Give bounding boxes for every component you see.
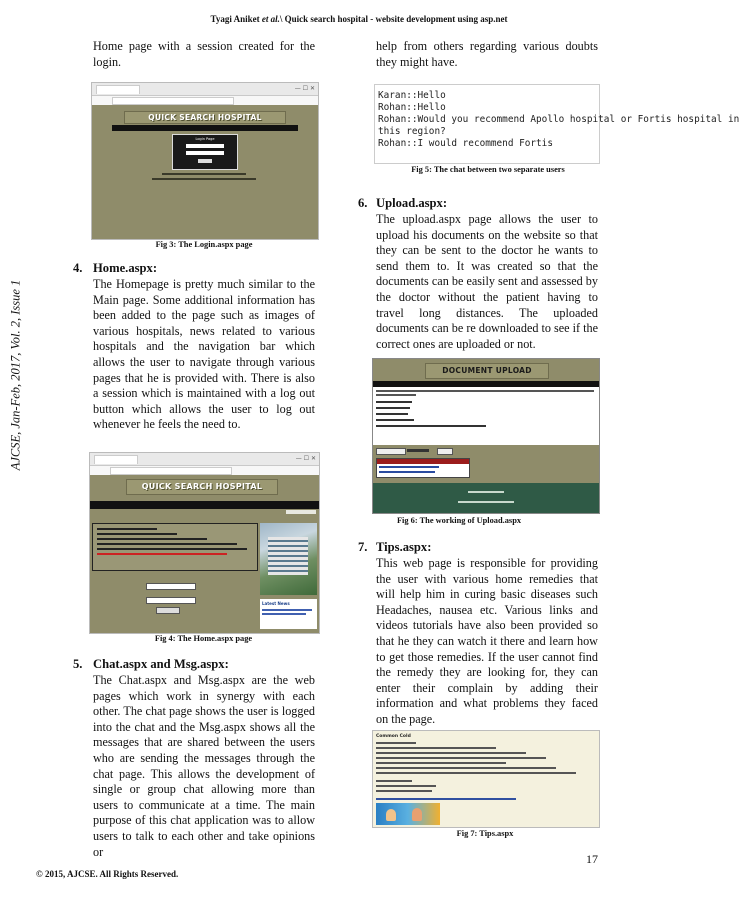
choose-file-button[interactable]	[376, 448, 406, 455]
login-username-field[interactable]	[186, 144, 224, 148]
chat-message: Karan::Hello	[378, 90, 446, 101]
home-search-button[interactable]	[156, 607, 180, 614]
fig5-caption: Fig 5: The chat between two separate users	[411, 165, 565, 174]
tips-video-link[interactable]	[376, 798, 516, 800]
section-5-number: 5.	[73, 657, 83, 671]
home-locality-select[interactable]	[146, 597, 196, 604]
upload-banner-title: DOCUMENT UPLOAD	[442, 366, 532, 375]
page-number: 17	[586, 852, 598, 866]
home-banner	[126, 479, 278, 495]
window-controls-icon: — ☐ ✕	[294, 85, 315, 92]
tips-text-block	[376, 742, 586, 800]
uploaded-files-table	[376, 458, 470, 478]
selected-file-name	[407, 449, 429, 452]
table-row[interactable]	[379, 471, 435, 473]
fig7-caption: Fig 7: Tips.aspx	[456, 829, 514, 838]
home-page-body	[90, 475, 319, 633]
upload-button[interactable]	[437, 448, 453, 455]
tips-heading: Common Cold	[376, 734, 411, 739]
upload-banner-area	[373, 359, 599, 381]
browser-tabbar	[92, 83, 318, 96]
copyright-notice: © 2015, AJCSE. All Rights Reserved.	[36, 869, 179, 879]
header-etal: et al.	[259, 14, 280, 24]
left-intro: Home page with a session created for the login.	[93, 39, 315, 69]
upload-footer-copyright	[458, 501, 514, 503]
section-4-body: The Homepage is pretty much similar to the Main page. Some additional information has been added to the page such as images of various hospitals, news related to various hospitals and the navigation bar which allows the user to navigate through various pages that he is provided with. There is also a session which is maintained with a log out button which allows the user to log out whenever he feels the need to.	[93, 277, 315, 432]
section-4-title: Home.aspx:	[93, 261, 158, 275]
section-5-title: Chat.aspx and Msg.aspx:	[93, 657, 229, 671]
home-instructions-box	[92, 523, 258, 571]
home-city-select[interactable]	[146, 583, 196, 590]
table-row[interactable]	[379, 466, 439, 468]
login-panel-title: Login Page	[195, 137, 215, 141]
figure-chat-screenshot	[374, 84, 739, 164]
news-panel	[260, 599, 317, 629]
home-banner-title: QUICK SEARCH HOSPITAL	[141, 482, 263, 491]
login-register-link[interactable]	[162, 173, 246, 175]
header-authors: Tyagi Aniket	[210, 14, 260, 24]
upload-controls-area	[373, 445, 599, 513]
chat-log	[375, 85, 739, 150]
figure-tips-screenshot	[372, 730, 600, 828]
login-nav-bar	[112, 125, 298, 131]
login-submit-button[interactable]	[198, 159, 212, 163]
fig6-caption: Fig 6: The working of Upload.aspx	[396, 516, 522, 525]
home-nav-bar	[90, 501, 319, 509]
upload-info-area	[373, 387, 599, 445]
running-header	[0, 14, 638, 24]
section-6-title: Upload.aspx:	[376, 196, 448, 210]
login-panel	[172, 134, 238, 170]
section-7-number: 7.	[358, 540, 368, 554]
chat-message: Rohan::Would you recommend Apollo hospital or Fortis hospital in	[378, 114, 739, 125]
news-link[interactable]	[262, 609, 312, 611]
uploaded-files-header	[377, 459, 469, 464]
side-journal-label	[8, 240, 24, 510]
tips-video-thumbnail[interactable]	[376, 803, 440, 825]
upload-footer-links[interactable]	[468, 491, 504, 493]
chat-message: Rohan::Hello	[378, 102, 446, 113]
login-help-link[interactable]	[152, 178, 256, 180]
hospital-image	[260, 523, 317, 595]
header-title: \ Quick search hospital - website development using asp.net	[279, 14, 508, 24]
upload-footer	[373, 483, 599, 513]
fig3-caption: Fig 3: The Login.aspx page	[155, 240, 253, 249]
login-banner-title: QUICK SEARCH HOSPITAL	[148, 113, 262, 122]
figure-home-screenshot	[89, 452, 320, 634]
login-banner	[124, 111, 286, 124]
figure-upload-screenshot	[372, 358, 600, 514]
home-welcome-text	[286, 510, 316, 514]
side-journal-text: AJCSE, Jan-Feb, 2017, Vol. 2, Issue 1	[8, 279, 23, 471]
section-6-number: 6.	[358, 196, 368, 210]
section-4-number: 4.	[73, 261, 83, 275]
news-heading: Latest News	[262, 601, 290, 606]
login-page-body	[92, 105, 318, 239]
section-5-body: The Chat.aspx and Msg.aspx are the web pages which work in synergy with each other. The chat page shows the user is logged into the chat and the Msg.aspx shows all the messages that are shared between the users who are sending the messages through the chat page. This allows the development of single or group chat allowing more than users to communicate at a time. The main purpose of this chat application was to allow users to talk to each other and take opinions or	[93, 673, 315, 859]
fig4-caption: Fig 4: The Home.aspx page	[154, 634, 253, 643]
upload-banner	[425, 363, 549, 379]
window-controls-icon: — ☐ ✕	[295, 455, 316, 462]
login-password-field[interactable]	[186, 151, 224, 155]
chat-message: Rohan::I would recommend Fortis	[378, 138, 553, 149]
figure-login-screenshot	[91, 82, 319, 240]
news-link[interactable]	[262, 613, 306, 615]
section-7-body: This web page is responsible for providing the user with various home remedies that will help him in curing basic diseases such Headaches, nausea etc. Various links and videos tutorials have also been provided so that he they can watch it there and learn how to get those remedies. If the user cannot find the remedy they are looking for, they can enter their complain by adding their information and what problems they faced on the page.	[376, 556, 598, 726]
browser-tabbar	[90, 453, 319, 466]
section-6-body: The upload.aspx page allows the user to upload his documents on the website so that they can be sent to the doctor he wants to send them to. It was created so that the documents can be easily sent and assessed by the doctor without the patient having to travel long distances. The uploaded documents can be re downloaded to see if the correct ones are uploaded or not.	[376, 212, 599, 351]
chat-message: this region?	[378, 126, 446, 137]
right-intro: help from others regarding various doubts they might have.	[376, 39, 598, 69]
section-7-title: Tips.aspx:	[376, 540, 432, 554]
